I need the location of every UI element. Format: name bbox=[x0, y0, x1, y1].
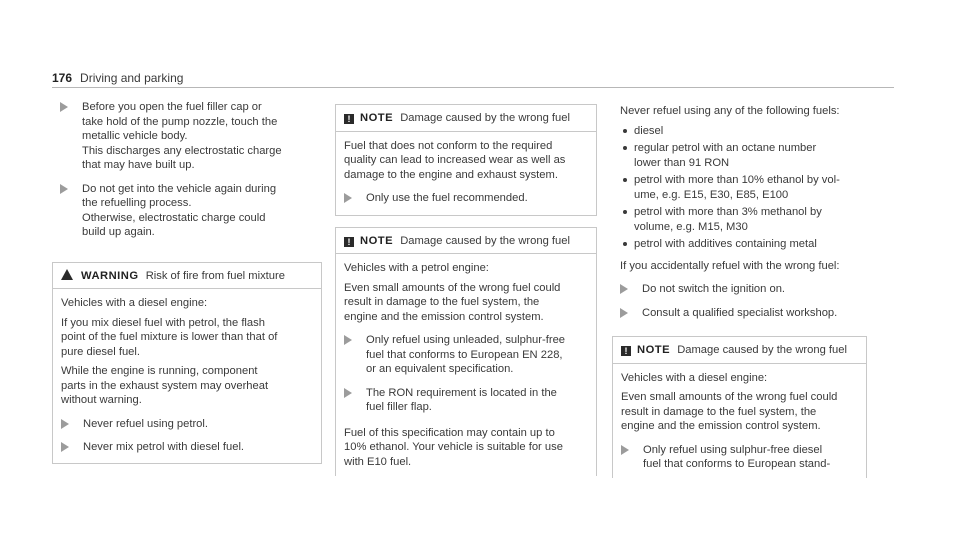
column-3 bbox=[612, 104, 894, 478]
note-box bbox=[612, 336, 867, 478]
warning-header bbox=[53, 263, 321, 290]
column-2 bbox=[335, 104, 597, 476]
list-item: The RON requirement is located in the fuel filler flap. bbox=[344, 386, 588, 415]
note-label: NOTE bbox=[637, 344, 671, 356]
list-item: petrol with additives containing metal bbox=[620, 237, 894, 252]
warning-triangle-icon bbox=[61, 269, 73, 280]
arrow-right-icon bbox=[620, 284, 628, 294]
list-item bbox=[60, 182, 322, 240]
note-box bbox=[335, 104, 597, 216]
warning-paragraph: If you mix diesel fuel with petrol, the flash point of the fuel mixture is lower than that of pure diesel fuel. bbox=[61, 316, 278, 358]
list-item: Never refuel using petrol. bbox=[61, 417, 313, 432]
note-header bbox=[336, 105, 596, 132]
note-paragraph: Vehicles with a diesel engine: bbox=[621, 371, 768, 384]
exclamation-icon: ! bbox=[344, 114, 354, 124]
list-item: Only refuel using sulphur-free diesel fuel that conforms to European stand- bbox=[621, 443, 858, 472]
note-body bbox=[613, 364, 866, 478]
list-item: petrol with more than 3% methanol by volume, e.g. M15, M30 bbox=[620, 205, 894, 234]
header-divider bbox=[52, 87, 894, 88]
page-number: 176 bbox=[52, 71, 73, 85]
list-item: Do not switch the ignition on. bbox=[620, 282, 894, 297]
list-item: diesel bbox=[620, 124, 894, 139]
note-paragraph: Vehicles with a petrol engine: bbox=[344, 262, 489, 274]
exclamation-icon: ! bbox=[621, 346, 631, 356]
bullet-text: Do not get into the vehicle again during the refuelling process. Otherwise, electrostatic charge could build up again. bbox=[82, 182, 277, 238]
list-item bbox=[60, 100, 322, 173]
note-body bbox=[335, 254, 597, 476]
bullet-text: Before you open the fuel filler cap or take hold of the pump nozzle, touch the metallic vehicle body. This discharges any electrostatic charge that may have built up. bbox=[82, 101, 282, 171]
arrow-right-icon bbox=[61, 442, 69, 452]
warning-title: Risk of fire from fuel mixture bbox=[145, 269, 285, 282]
note-box bbox=[335, 227, 597, 477]
fuel-section bbox=[612, 104, 894, 320]
arrow-right-icon bbox=[60, 184, 68, 194]
exclamation-icon: ! bbox=[344, 237, 354, 247]
note-title: Damage caused by the wrong fuel bbox=[400, 112, 570, 124]
column-1 bbox=[60, 100, 322, 464]
arrow-right-icon bbox=[344, 335, 352, 345]
warning-body bbox=[53, 289, 321, 463]
note-paragraph: Even small amounts of the wrong fuel could result in damage to the fuel system, the engine and the emission control system. bbox=[621, 391, 838, 432]
list-item: Only use the fuel recommended. bbox=[344, 191, 588, 206]
note-body bbox=[336, 132, 596, 215]
warning-paragraph: Vehicles with a diesel engine: bbox=[61, 297, 208, 309]
note-label: NOTE bbox=[360, 112, 394, 124]
list-item: Only refuel using unleaded, sulphur-free fuel that conforms to European EN 228, or an equivalent specification. bbox=[344, 333, 588, 377]
note-label: NOTE bbox=[360, 234, 394, 247]
note-title: Damage caused by the wrong fuel bbox=[400, 234, 570, 247]
list-item: regular petrol with an octane number lower than 91 RON bbox=[620, 141, 894, 170]
intro-text: Never refuel using any of the following fuels: bbox=[620, 105, 840, 117]
arrow-right-icon bbox=[60, 102, 68, 112]
arrow-right-icon bbox=[344, 193, 352, 203]
note-paragraph: Even small amounts of the wrong fuel could result in damage to the fuel system, the engine and the emission control system. bbox=[344, 281, 561, 323]
note-title: Damage caused by the wrong fuel bbox=[677, 344, 847, 356]
arrow-right-icon bbox=[61, 419, 69, 429]
arrow-right-icon bbox=[621, 445, 629, 455]
page-header bbox=[52, 71, 183, 85]
warning-box bbox=[52, 262, 322, 464]
note-header bbox=[335, 227, 597, 255]
arrow-right-icon bbox=[620, 308, 628, 318]
list-item: Consult a qualified specialist workshop. bbox=[620, 306, 894, 321]
warning-paragraph: While the engine is running, component parts in the exhaust system may overheat without warning. bbox=[61, 365, 269, 406]
list-item: petrol with more than 10% ethanol by vol- ume, e.g. E15, E30, E85, E100 bbox=[620, 173, 894, 202]
list-item: Never mix petrol with diesel fuel. bbox=[61, 440, 313, 455]
warning-label: WARNING bbox=[81, 269, 139, 282]
note-paragraph: Fuel of this specification may contain up to 10% ethanol. Your vehicle is suitable for use with E10 fuel. bbox=[344, 426, 563, 468]
section-title: Driving and parking bbox=[80, 71, 184, 85]
note-header bbox=[613, 337, 866, 364]
accident-text: If you accidentally refuel with the wrong fuel: bbox=[620, 259, 840, 272]
note-paragraph: Fuel that does not conform to the required quality can lead to increased wear as well as damage to the engine and exhaust system. bbox=[344, 139, 566, 181]
arrow-right-icon bbox=[344, 388, 352, 398]
